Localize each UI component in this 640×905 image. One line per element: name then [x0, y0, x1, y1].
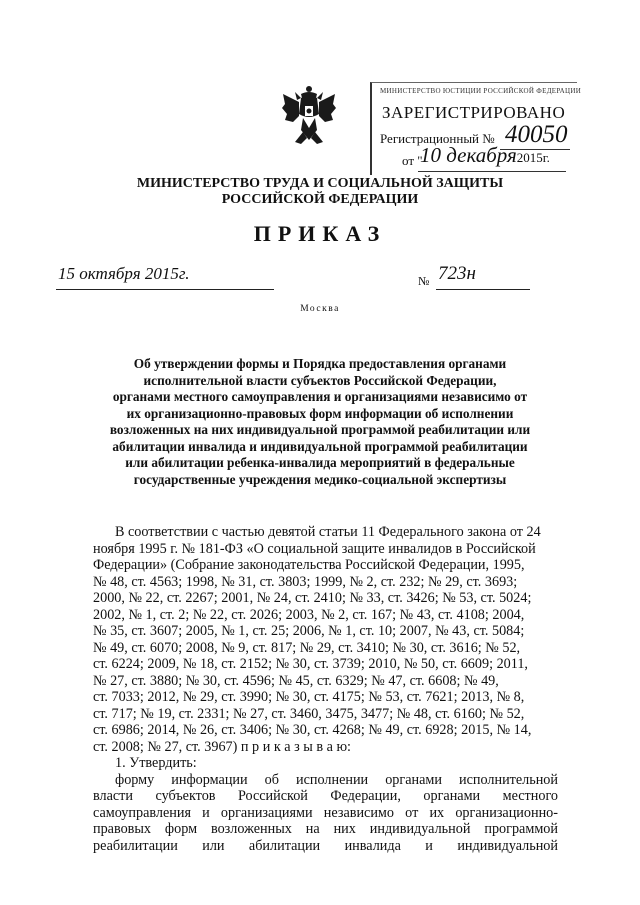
order-number-underline [436, 289, 530, 290]
coat-of-arms-icon [281, 84, 337, 146]
registration-stamp [370, 82, 582, 175]
body-line: ст. 717; № 19, ст. 2331; № 27, ст. 3460, 3475, 3477; № 48, ст. 6160; № 52, [93, 705, 525, 722]
body-line: ст. 7033; 2012, № 29, ст. 3990; № 30, ст. 4175; № 53, ст. 7621; 2013, № 8, [93, 689, 525, 705]
number-sign: № [418, 274, 430, 288]
title-line: их организационно-правовых форм информации об исполнении [126, 405, 514, 421]
stamp-reg-number-label: Регистрационный № [380, 131, 495, 146]
title-line: исполнительной власти субъектов Российской Федерации, [143, 372, 497, 388]
body-line: ст. 2008; № 27, ст. 3967) п р и к а з ы в а ю: [93, 738, 351, 755]
body-line: № 35, ст. 3607; 2005, № 1, ст. 25; 2006, № 1, ст. 10; 2007, № 43, ст. 5084; [93, 623, 525, 639]
body-line: № 48, ст. 4563; 1998, № 31, ст. 3803; 1999, № 2, ст. 232; № 29, ст. 3693; [93, 573, 518, 590]
stamp-date-underline [418, 171, 566, 172]
form-line: власти субъектов Российской Федерации, органами местного [93, 788, 558, 804]
item-1: 1. Утвердить: [115, 755, 197, 771]
stamp-date-prefix: от " [402, 153, 423, 168]
document-type: ПРИКАЗ [253, 221, 387, 246]
body-line: № 49, ст. 6070; 2008, № 9, ст. 817; № 29, ст. 3410; № 30, ст. 3616; № 52, [93, 639, 521, 656]
title-line: Об утверждении формы и Порядка предоставления органами [133, 356, 507, 371]
body-line: 2000, № 22, ст. 2267; 2001, № 24, ст. 2410; № 33, ст. 3426; № 53, ст. 5024; [93, 590, 532, 606]
city: Москва [300, 304, 340, 314]
body-line: Федерации» (Собрание законодательства Российской Федерации, 1995, [93, 557, 525, 573]
title-line: или абилитации ребенка-инвалида мероприятий в федеральные [125, 455, 515, 470]
body-line: ст. 6986; 2014, № 26, ст. 3406; № 30, ст. 4268; № 49, ст. 6928; 2015, № 14, [93, 722, 532, 738]
order-date-underline [56, 289, 274, 290]
document-body [93, 524, 558, 854]
stamp-date-handwritten: 10 декабря2015г. [420, 143, 550, 167]
title-line: возложенных на них индивидуальной программой реабилитации или [109, 422, 531, 437]
form-line: реабилитации или абилитации инвалида и индивидуальной [93, 837, 558, 854]
body-line: № 27, ст. 3880; № 30, ст. 4596; № 45, ст. 6329; № 47, ст. 6608; № 49, [93, 672, 499, 689]
document-title [72, 356, 568, 488]
title-line: абилитации инвалида и индивидуальной программой реабилитации [112, 438, 528, 454]
order-number: 723н [438, 263, 476, 284]
body-first-line: В соответствии с частью девятой статьи 11 Федерального закона от 24 [115, 524, 541, 540]
stamp-registered: ЗАРЕГИСТРИРОВАНО [382, 103, 566, 122]
order-date: 15 октября 2015г. [58, 264, 190, 283]
ministry-name-line1: МИНИСТЕРСТВО ТРУДА И СОЦИАЛЬНОЙ ЗАЩИТЫ [136, 176, 504, 191]
stamp-reg-number: 40050 [505, 121, 568, 148]
title-line: государственные учреждения медико-социальной экспертизы [133, 471, 507, 487]
form-line: правовых форм возложенных на них индивидуальной программой [93, 821, 558, 837]
title-line: органами местного самоуправления и организациями независимо от [112, 389, 528, 404]
body-line: 2002, № 1, ст. 2; № 22, ст. 2026; 2003, № 2, ст. 167; № 43, ст. 4108; 2004, [93, 606, 525, 623]
form-line: самоуправления и организациями независимо от их организационно- [93, 804, 558, 821]
body-line: ноября 1995 г. № 181-ФЗ «О социальной защите инвалидов в Российской [93, 540, 536, 557]
body-line: ст. 6224; 2009, № 18, ст. 2152; № 30, ст. 3739; 2010, № 50, ст. 6609; 2011, [93, 656, 528, 672]
stamp-ministry: МИНИСТЕРСТВО ЮСТИЦИИ РОССИЙСКОЙ ФЕДЕРАЦИИ [380, 87, 582, 95]
ministry-name-line2: РОССИЙСКОЙ ФЕДЕРАЦИИ [221, 192, 419, 207]
form-line: форму информации об исполнении органами исполнительной [115, 771, 558, 788]
